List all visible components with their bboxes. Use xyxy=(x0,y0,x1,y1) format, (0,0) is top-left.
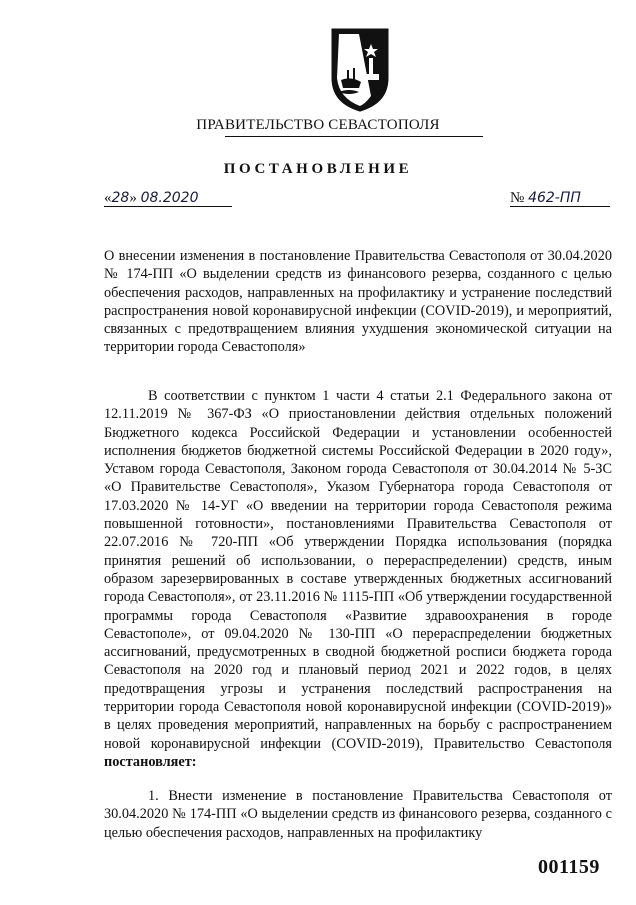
organization-name: ПРАВИТЕЛЬСТВО СЕВАСТОПОЛЯ xyxy=(196,117,440,133)
document-date xyxy=(104,190,232,207)
document-number xyxy=(510,190,610,207)
date-close-quote: » xyxy=(129,190,141,206)
preamble-text: В соответствии с пунктом 1 части 4 статьи 2.1 Федерального закона от 12.11.2019 № 367-ФЗ «О приостановлении действия отдельных положений Бюджетного кодекса Российской Федерации и установлении особенностей исполнения бюджетов бюджетной системы Российской Федерации в 2020 году», Уставом города Севастополя, Законом города Севастополя от 30.04.2014 № 5-ЗС «О Правительстве Севастополя», Указом Губернатора города Севастополя от 17.03.2020 № 14-УГ «О введении на территории города Севастополя режима повышенной готовности», постановлениями Правительства Севастополя от 22.07.2016 № 720-ПП «Об утверждении Порядка использования (порядка принятия решений об использовании, о перераспределении) средств, иным образом зарезервированных в составе утвержденных бюджетных ассигнований города Севастополя», от 23.11.2016 № 1115-ПП «Об утверждении государственной программы города Севастополя «Развитие здравоохранения в городе Севастополе», от 09.04.2020 № 130-ПП «О перераспределении бюджетных ассигнований, предусмотренных в сводной бюджетной росписи бюджета города Севастополя на 2020 год и плановый период 2021 и 2022 годов, в целях предотвращения угрозы и устранения последствий распространения на территории города Севастополя новой коронавирусной инфекции (COVID-2019)» в целях проведения мероприятий, направленных на борьбу с распространением новой коронавирусной инфекции (COVID-2019), Правительство Севастополя xyxy=(104,388,612,752)
document-type-title: ПОСТАНОВЛЕНИЕ xyxy=(223,161,413,177)
header-underline xyxy=(225,136,483,137)
item-1-paragraph: 1. Внести изменение в постановление Правительства Севастополя от 30.04.2020 № 174-ПП «О выделении средств из финансового резерва, созданного с целью обеспечения расходов, направленных на профилактику xyxy=(104,788,612,841)
date-open-quote: « xyxy=(104,190,112,206)
date-month-year: 08.2020 xyxy=(140,190,199,206)
resolves-keyword: постановляет: xyxy=(104,753,197,770)
title-paragraph: О внесении изменения в постановление Правительства Севастополя от 30.04.2020 № 174-ПП «О выделении средств из финансового резерва, созданного с целью обеспечения расходов, направленных на профилактику и устранение последствий распространения новой коронавирусной инфекции (COVID-2019), и мероприятий, связанных с предотвращением влияния ухудшения экономической ситуации на территории города Севастополя» xyxy=(104,248,612,356)
date-day: 28 xyxy=(111,190,130,206)
number-value: 462-ПП xyxy=(528,190,581,206)
number-prefix: № xyxy=(510,190,529,206)
preamble-paragraph xyxy=(104,387,612,771)
serial-number: 001159 xyxy=(538,856,600,878)
sevastopol-coat-of-arms-icon xyxy=(329,26,391,112)
